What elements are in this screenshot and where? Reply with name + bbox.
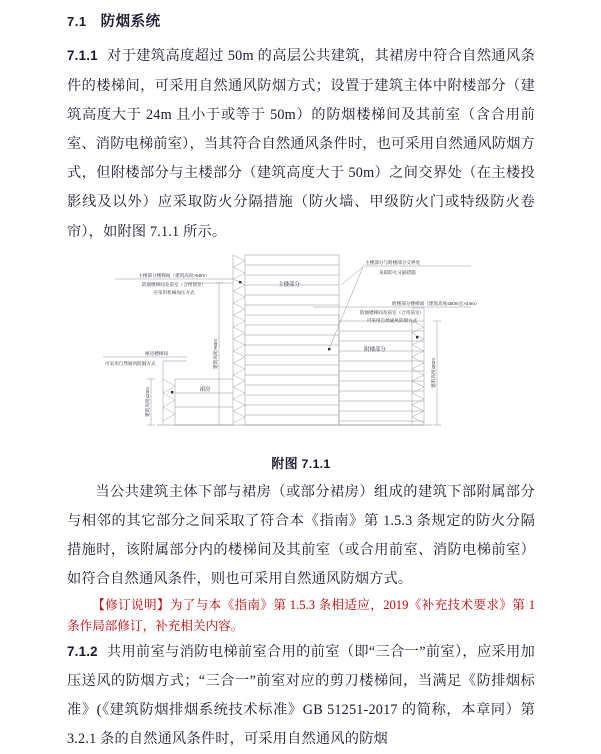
label-annex-stair-line2: 防烟楼梯间及前室（合用前室） (359, 309, 425, 315)
clause-text: 对于建筑高度超过 50m 的高层公共建筑，其裙房中符合自然通风条件的楼梯间，可采用自然通风防烟方式；设置于建筑主体中附楼部分（建筑高度大于 24m 且小于或等于 50m）的防烟楼梯间及其前室（含合用前室、消防电梯前室），当其符合自然通风条件时，也可采用自然通风防烟方式，但附楼部分与主楼部分（建筑高度大于 50m）之间交界处（在主楼投影线及以外）应采取防火分隔措施（防火墙、甲级防火门或特级防火卷帘），如附图 7.1.1 所示。 (67, 48, 535, 240)
label-dim-podium: 建筑高度≤24m (145, 386, 150, 417)
label-podium-stair-title: 裙房楼梯间 (145, 350, 168, 356)
clause-text-annex: 当公共建筑主体下部与裙房（或部分裙房）组成的建筑下部附属部分与相邻的其它部分之间采取了符合本《指南》第 1.5.3 条规定的防火分隔措施时，该附属部分内的楼梯间及其前室（或合用前室、消防电梯前室）如符合自然通风条件，则也可采用自然通风防烟方式。 (67, 483, 535, 588)
revision-note (67, 595, 535, 637)
tower-stair-hatch (233, 255, 245, 423)
building-section-drawing (67, 253, 535, 449)
clause-number-7-1-2: 7.1.2 (67, 643, 98, 659)
revision-text: 为了与本《指南》第 1.5.3 条相适应，2019《补充技术要求》第 1 条作局部修订，补充相关内容。 (67, 597, 536, 633)
label-dim-tower: 建筑高度>50m (213, 338, 218, 369)
figure-caption-number: 7.1.1 (301, 456, 331, 471)
label-annex-stair-line3: 可采用自然通风防烟方式 (366, 317, 418, 323)
label-boundary-line1: 主楼部分与附楼部分交界处 (365, 259, 421, 265)
tower-floor-lines (245, 255, 339, 425)
label-tower-stair-title: 主楼部分楼梯间（建筑高度>50m） (138, 272, 210, 278)
label-boundary-line2: 采取防火分隔措施 (379, 269, 416, 275)
label-annex-stair-title: 附楼部分楼梯间（建筑高度≤50m且>24m） (392, 300, 480, 306)
label-zone-annex: 附楼部分 (364, 346, 386, 353)
page-title (67, 12, 535, 32)
figure-7-1-1 (67, 253, 535, 449)
label-podium-stair-line2: 可采用自然通风防烟方式 (105, 360, 156, 366)
figure-caption (67, 453, 535, 472)
section-title: 防烟系统 (100, 14, 161, 30)
annex-floor-lines (339, 321, 424, 425)
label-zone-podium: 裙房 (199, 386, 211, 393)
clause-text-7-1-2: 共用前室与消防电梯前室合用的前室（即“三合一”前室），应采用加压送风的防烟方式；“三合一”前室对应的剪刀楼梯间，当满足《防排烟标准》(《建筑防烟排烟系统技术标准》GB 51251-2017 的简称，本章同）第 3.2.1 条的自然通风条件时，可采用自然通风的防烟 (67, 643, 535, 748)
figure-caption-prefix: 附图 (271, 455, 298, 471)
clause-paragraph-annex (67, 478, 535, 595)
page-content (67, 12, 535, 754)
label-tower-stair-line2: 防烟楼梯间及前室（合用前室） (141, 281, 207, 287)
label-tower-stair-line3: 应采用机械加压方式 (153, 289, 195, 295)
revision-marker: 【修订说明】 (92, 597, 170, 612)
section-number: 7.1 (67, 14, 87, 29)
label-dim-annex: 建筑高度≤50m (431, 357, 436, 388)
label-zone-tower: 主楼部分 (278, 281, 300, 288)
node-markers (171, 281, 418, 393)
clause-paragraph-7-1-1 (67, 41, 535, 246)
leader-boundary-b (329, 267, 363, 349)
podium-stair-hatch (163, 379, 175, 421)
leader-boundary-a (341, 267, 363, 285)
clause-paragraph-7-1-2 (67, 637, 535, 754)
clause-number: 7.1.1 (67, 48, 98, 64)
podium-floor-lines (175, 379, 233, 425)
